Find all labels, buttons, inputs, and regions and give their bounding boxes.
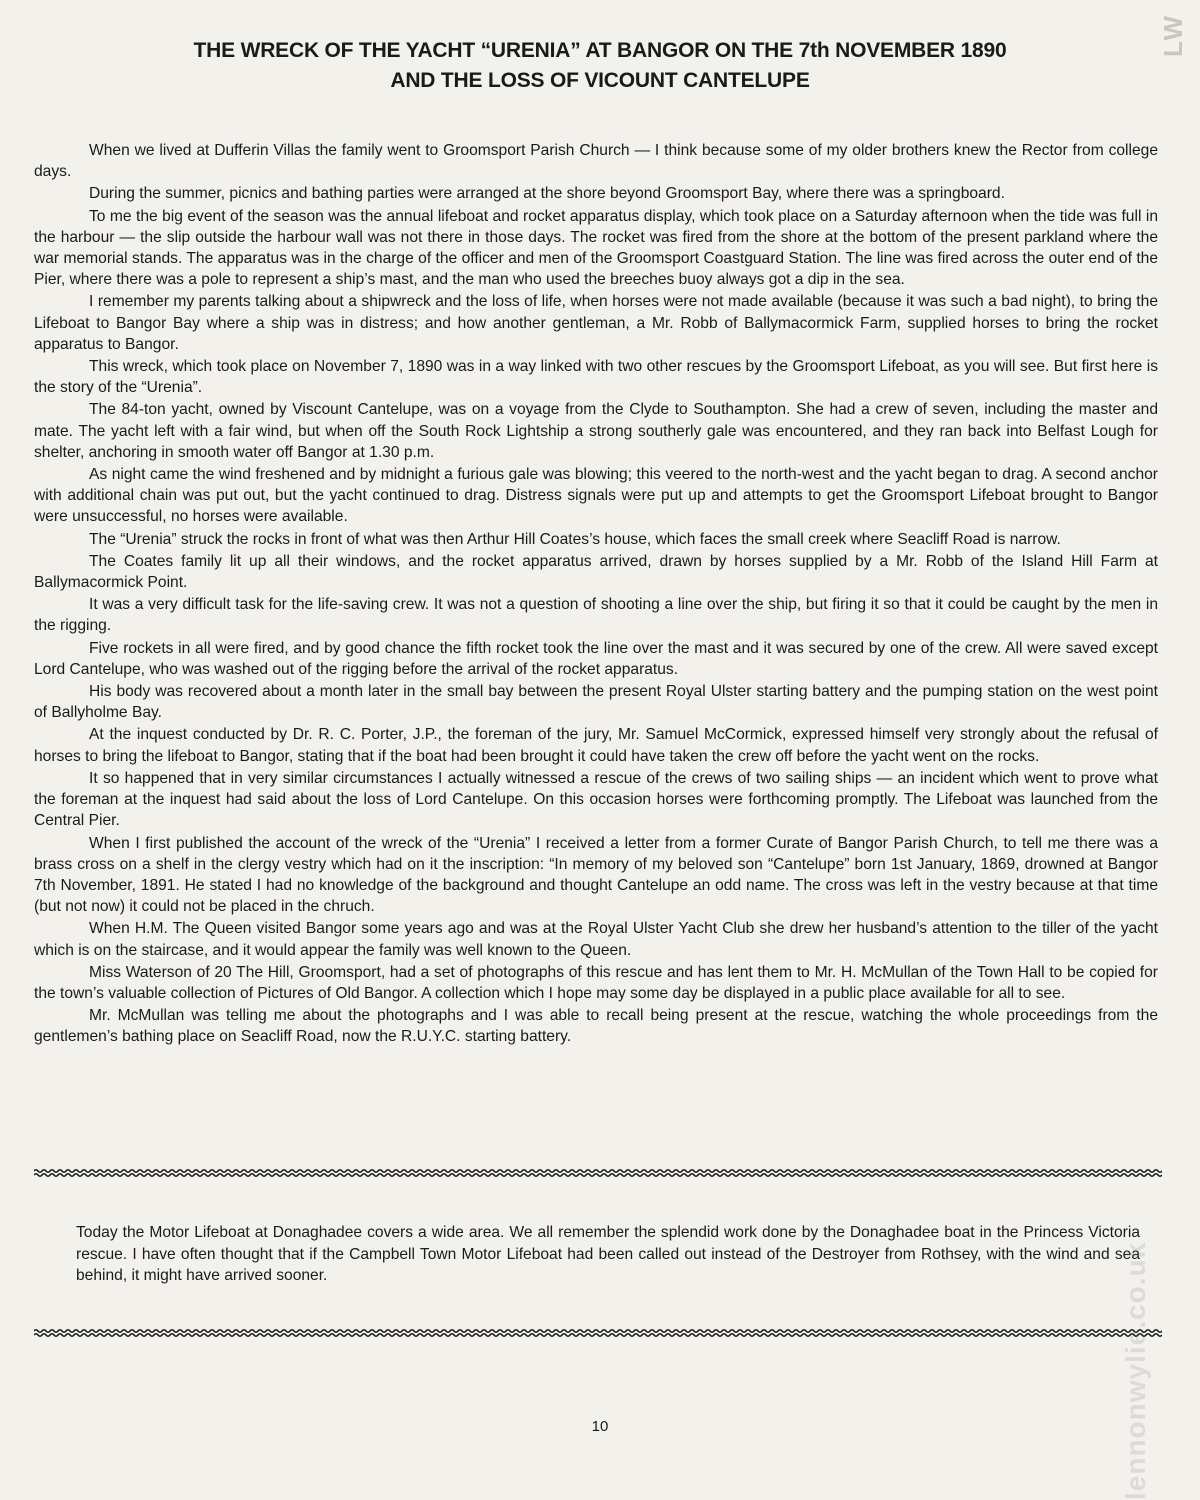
title-line-1: THE WRECK OF THE YACHT “URENIA” AT BANGOR ON THE 7th NOVEMBER 1890 <box>193 39 1007 62</box>
paragraph: Five rockets in all were fired, and by good chance the fifth rocket took the line over the mast and it was secured by one of the crew. All were saved except Lord Cantelupe, who was washed out of the rigging before the arrival of the rocket apparatus. <box>34 639 1158 678</box>
footer-paragraph: Today the Motor Lifeboat at Donaghadee covers a wide area. We all remember the splendid work done by the Donaghadee boat in the Princess Victoria rescue. I have often thought that if the Campbell Town Motor Lifeboat had been called out instead of the Destroyer from Rothsey, with the wind and sea behind, it might have arrived sooner. <box>76 1224 1140 1284</box>
paragraph: The Coates family lit up all their windows, and the rocket apparatus arrived, drawn by horses supplied by a Mr. Robb of the Island Hill Farm at Ballymacormick Point. <box>34 552 1158 592</box>
title-line-2: AND THE LOSS OF VICOUNT CANTELUPE <box>390 69 810 92</box>
wavy-divider-bottom <box>34 1326 1162 1340</box>
paragraph: When I first published the account of the wreck of the “Urenia” I received a letter from a former Curate of Bangor Parish Church, to tell me there was a brass cross on a shelf in the clergy vestry which had on it the inscription: “In memory of my beloved son “Cantelupe” born 1st January, 1869, drowned at Bangor 7th November, 1891. He stated I had no knowledge of the background and thought Cantelupe an odd name. The cross was left in the vestry because at that time (but not now) it could not be placed in the chruch. <box>34 834 1158 916</box>
paragraph: To me the big event of the season was the annual lifeboat and rocket apparatus display, which took place on a Saturday afternoon when the tide was full in the harbour — the slip outside the harbour wall was not there in those days. The rocket was fired from the shore at the bottom of the present parkland where the war memorial stands. The apparatus was in the charge of the officer and men of the Groomsport Coastguard Station. The line was fired across the outer end of the Pier, where there was a pole to represent a ship’s mast, and the man who used the breeches buoy always got a dip in the sea. <box>34 207 1158 289</box>
paragraph: At the inquest conducted by Dr. R. C. Porter, J.P., the foreman of the jury, Mr. Samuel McCormick, expressed himself very strongly about the refusal of horses to bring the lifeboat to Bangor, stating that if the boat had been brought it could have taken the crew off before the yacht went on the rocks. <box>34 726 1158 765</box>
article-title <box>60 36 1140 96</box>
paragraph: When we lived at Dufferin Villas the family went to Groomsport Parish Church — I think because some of my older brothers knew the Rector from college days. <box>34 142 1158 181</box>
article-body <box>34 140 1158 1049</box>
paragraph: The 84-ton yacht, owned by Viscount Cantelupe, was on a voyage from the Clyde to Southampton. She had a crew of seven, including the master and mate. The yacht left with a fair wind, but when off the South Rock Lightship a strong southerly gale was encountered, and they ran back into Belfast Lough for shelter, anchoring in smooth water off Bangor at 1.30 p.m. <box>34 401 1158 461</box>
paragraph: It was a very difficult task for the life-saving crew. It was not a question of shooting a line over the ship, but firing it so that it could be caught by the men in the rigging. <box>34 596 1158 635</box>
paragraph: Mr. McMullan was telling me about the photographs and I was able to recall being present at the rescue, watching the whole proceedings from the gentlemen’s bathing place on Seacliff Road, now the R.U.Y.C. starting battery. <box>34 1007 1158 1046</box>
paragraph: Miss Waterson of 20 The Hill, Groomsport, had a set of photographs of this rescue and has lent them to Mr. H. McMullan of the Town Hall to be copied for the town’s valuable collection of Pictures of Old Bangor. A collection which I hope may some day be displayed in a public place available for all to see. <box>34 963 1158 1002</box>
paragraph: When H.M. The Queen visited Bangor some years ago and was at the Royal Ulster Yacht Club she drew her husband’s attention to the tiller of the yacht which is on the staircase, and it would appear the family was well known to the Queen. <box>34 920 1158 959</box>
paragraph: During the summer, picnics and bathing parties were arranged at the shore beyond Groomsport Bay, where there was a springboard. <box>89 185 1005 203</box>
corner-initials: LW <box>1158 14 1188 58</box>
paragraph: This wreck, which took place on November 7, 1890 was in a way linked with two other rescues by the Groomsport Lifeboat, as you will see. But first here is the story of the “Urenia”. <box>34 358 1158 397</box>
wavy-divider-top <box>34 1166 1162 1180</box>
page-number: 10 <box>591 1418 609 1435</box>
footer-note <box>76 1222 1140 1287</box>
paragraph: His body was recovered about a month later in the small bay between the present Royal Ulster starting battery and the pumping station on the west point of Ballyholme Bay. <box>34 683 1158 722</box>
watermark-text: lennonwylie.co.uk <box>1120 1241 1151 1500</box>
paragraph: It so happened that in very similar circumstances I actually witnessed a rescue of the crews of two sailing ships — an incident which went to prove what the foreman at the inquest had said about the loss of Lord Cantelupe. On this occasion horses were forthcoming promptly. The Lifeboat was launched from the Central Pier. <box>34 769 1158 830</box>
paragraph: As night came the wind freshened and by midnight a furious gale was blowing; this veered to the north-west and the yacht began to drag. A second anchor with additional chain was put out, but the yacht continued to drag. Distress signals were put up and attempts to get the Groomsport Lifeboat brought to Bangor were unsuccessful, no horses were available. <box>34 466 1158 526</box>
paragraph: I remember my parents talking about a shipwreck and the loss of life, when horses were not made available (because it was such a bad night), to bring the Lifeboat to Bangor Bay where a ship was in distress; and how another gentleman, a Mr. Robb of Ballymacormick Farm, supplied horses to bring the rocket apparatus to Bangor. <box>34 293 1158 353</box>
paragraph: The “Urenia” struck the rocks in front of what was then Arthur Hill Coates’s house, which faces the small creek where Seacliff Road is narrow. <box>89 530 1061 548</box>
